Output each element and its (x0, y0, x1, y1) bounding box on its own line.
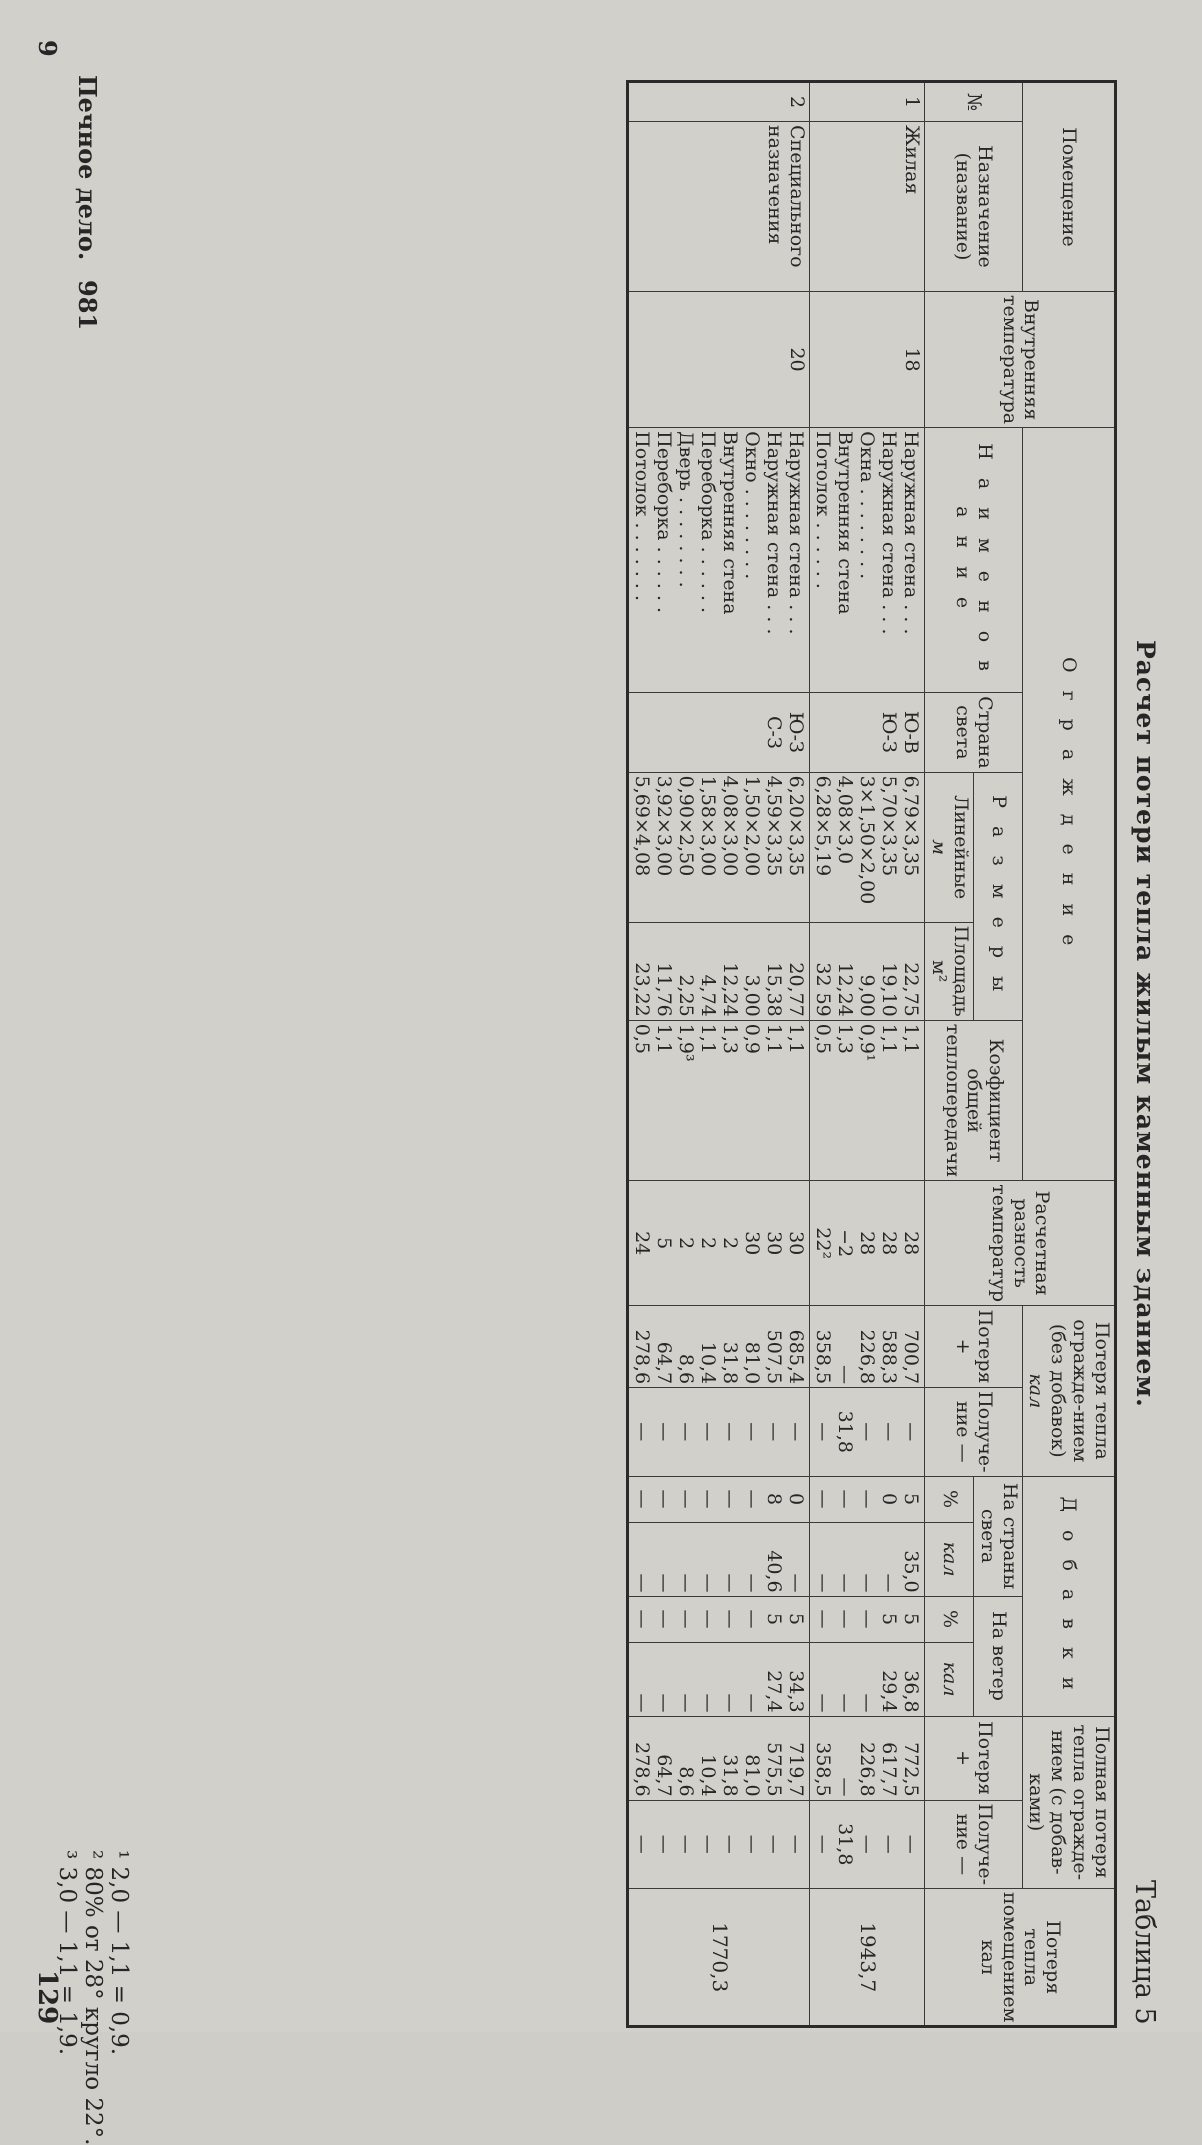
cell-line: — (900, 1834, 923, 1854)
cell-line: 12,24 (834, 962, 857, 1017)
cell-line: 1,3 (719, 1023, 742, 1054)
cell-line: Ю-В (900, 710, 923, 754)
cell-coef (628, 1020, 810, 1181)
cell-line: 64,7 (653, 1754, 676, 1797)
col-fence: О г р а ж д е н и е (1022, 428, 1115, 1181)
cell-line (834, 696, 856, 769)
cell-gain (810, 1388, 925, 1476)
cell-line: — (741, 1609, 764, 1629)
cell-line: 22,75 (900, 962, 923, 1017)
cell-line: 28 (900, 1231, 923, 1256)
cell-wind-pct (628, 1596, 810, 1642)
cell-line: 31,8 (834, 1823, 857, 1866)
cell-line: 1,1 (900, 1023, 923, 1054)
cell-line: 0 (785, 1493, 808, 1506)
cell-line: 358,5 (812, 1742, 835, 1797)
cell-line: — (631, 1834, 654, 1854)
cell-temp: 18 (810, 292, 925, 428)
cell-line: 2 (719, 1237, 742, 1250)
cell-line: 22² (812, 1227, 835, 1260)
cell-line: 28 (856, 1231, 879, 1256)
cell-line: Дверь . . . . . . . . (675, 431, 698, 588)
cell-line: 9,00 (856, 974, 879, 1017)
cell-line: 8,6 (675, 1353, 698, 1385)
cell-line: 81,0 (741, 1754, 764, 1797)
table-body (628, 82, 925, 2027)
cell-line: — (719, 1489, 742, 1509)
cell-line: — (697, 1573, 720, 1593)
col-purpose: Назначение (название) (925, 122, 1022, 292)
cell-line (697, 696, 719, 769)
cell-line: 6,20×3,35 (785, 775, 808, 877)
cell-line: Наружная стена . . . (900, 431, 923, 635)
cell-line: 1,50×2,00 (741, 775, 764, 877)
cell-line: — (856, 1609, 879, 1629)
cell-line: −2 (834, 1229, 857, 1258)
cell-or-kal (810, 1522, 925, 1596)
footnote-3: ³ 3,0 — 1,1 = 1,9. (54, 1850, 80, 2056)
page-mark: 9 (33, 40, 62, 57)
cell-line: 8,6 (675, 1766, 698, 1797)
cell-line: 1,58×3,00 (697, 775, 720, 877)
col-or-kal: кал (925, 1522, 974, 1596)
col-temp-diff: Расчетная разность температур (925, 1181, 1116, 1306)
cell-line: 772,5 (900, 1742, 923, 1797)
cell-line (631, 696, 653, 769)
footnote-1: ¹ 2,0 — 1,1 = 0,9. (106, 1850, 132, 2056)
cell-line: — (812, 1573, 835, 1593)
cell-line: 5 (900, 1613, 923, 1626)
cell-line: — (719, 1609, 742, 1629)
cell-line: 4,08×3,0 (834, 775, 857, 865)
col-gain-minus: Получе-ние — (925, 1388, 1022, 1476)
cell-line: — (653, 1834, 676, 1854)
cell-diff (628, 1181, 810, 1306)
cell-line: — (675, 1422, 698, 1442)
cell-or-kal (628, 1522, 810, 1596)
cell-loss (628, 1306, 810, 1388)
cell-line: 575,5 (763, 1742, 786, 1797)
col-linear-unit: м (928, 839, 951, 856)
cell-total: 1943,7 (810, 1889, 925, 2027)
cell-line: — (675, 1573, 698, 1593)
cell-line: 1,1 (653, 1023, 676, 1054)
col-wind-pct: % (925, 1596, 974, 1642)
cell-line: — (834, 1693, 857, 1713)
col-dimensions: Р а з м е р ы (973, 772, 1022, 1020)
cell-line: Переборка . . . . . . (697, 431, 720, 614)
cell-line (719, 696, 741, 769)
cell-num: 1 (810, 82, 925, 122)
col-full-gain-minus: Получе-ние — (925, 1800, 1022, 1888)
cell-line: 2 (697, 1237, 720, 1250)
cell-line: — (653, 1693, 676, 1713)
cell-line: — (785, 1573, 808, 1593)
cell-linear (628, 772, 810, 922)
cell-line: — (675, 1834, 698, 1854)
cell-line: 3,92×3,00 (653, 775, 676, 877)
cell-line: — (719, 1573, 742, 1593)
cell-line: — (697, 1693, 720, 1713)
cell-name: Специального назначения (628, 122, 810, 292)
cell-line: 0,9¹ (856, 1023, 879, 1062)
cell-line: 6,79×3,35 (900, 775, 923, 877)
cell-line (741, 696, 763, 769)
table-label: Таблица 5 (1129, 1880, 1160, 2025)
col-number: № (925, 82, 1022, 122)
col-wind-kal: кал (925, 1642, 974, 1716)
cell-line: 40,6 (763, 1550, 786, 1593)
cell-orient (810, 693, 925, 773)
cell-line: 5 (900, 1493, 923, 1506)
cell-line: — (741, 1573, 764, 1593)
cell-line: — (631, 1573, 654, 1593)
cell-line: 278,6 (631, 1329, 654, 1385)
running-head: Печное дело. (73, 75, 102, 261)
cell-linear (810, 772, 925, 922)
cell-line: — (856, 1693, 879, 1713)
cell-line: 5 (763, 1613, 786, 1626)
cell-full-gain (810, 1800, 925, 1888)
cell-line: — (675, 1609, 698, 1629)
col-loss-base-label: Потеря тепла огражде-нием (без добавок) (1047, 1319, 1113, 1463)
cell-line: Наружная стена . . . (878, 431, 901, 635)
col-loss-base-unit: кал (1025, 1373, 1048, 1409)
cell-line: 226,8 (856, 1329, 879, 1385)
cell-line: — (741, 1693, 764, 1713)
cell-line: 4,74 (697, 974, 720, 1017)
cell-line: — (763, 1834, 786, 1854)
cell-line: 1,3 (834, 1023, 857, 1054)
cell-line: 29,4 (878, 1670, 901, 1713)
cell-line: — (812, 1422, 835, 1442)
cell-line: 700,7 (900, 1329, 923, 1385)
col-room: Помещение (1022, 82, 1115, 292)
cell-line: — (741, 1489, 764, 1509)
cell-line: — (856, 1489, 879, 1509)
cell-line: Окно . . . . . . . . (741, 431, 764, 580)
cell-line (675, 696, 697, 769)
cell-line: 27,4 (763, 1670, 786, 1713)
col-or-pct: % (925, 1476, 974, 1522)
col-coef: Коэфициент общей теплопередачи (925, 1020, 1022, 1181)
cell-line: Потолок . . . . . . . (631, 431, 654, 602)
cell-line: 8 (763, 1493, 786, 1506)
col-linear-label: Линейные (949, 795, 972, 900)
cell-line: — (785, 1834, 808, 1854)
cell-line: 0,90×2,50 (675, 775, 698, 877)
col-full-loss: Полная потеря тепла огражде-нием (с добав-ками) (1022, 1716, 1115, 1888)
cell-line: — (697, 1609, 720, 1629)
col-loss-plus: Потеря + (925, 1306, 1022, 1388)
cell-line: — (856, 1422, 879, 1442)
cell-loss (810, 1306, 925, 1388)
cell-line: — (763, 1422, 786, 1442)
cell-line: 1,9³ (675, 1023, 698, 1062)
cell-line: С-З (763, 715, 786, 749)
col-loss-base (1022, 1306, 1115, 1476)
table-row (628, 82, 810, 2027)
cell-line: 5 (785, 1613, 808, 1626)
col-additions: Д о б а в к и (1022, 1476, 1115, 1716)
cell-line: — (812, 1834, 835, 1854)
cell-line: Внутренняя стена (834, 431, 857, 615)
cell-line (653, 696, 675, 769)
cell-line (812, 696, 834, 769)
cell-line: — (653, 1609, 676, 1629)
cell-line: — (631, 1422, 654, 1442)
cell-line: 4,59×3,35 (763, 775, 786, 877)
cell-line: 3×1,50×2,00 (856, 775, 879, 905)
cell-line: 5 (878, 1613, 901, 1626)
cell-line: 358,5 (812, 1329, 835, 1385)
cell-line: — (900, 1422, 923, 1442)
cell-total: 1770,3 (628, 1889, 810, 2027)
cell-diff (810, 1181, 925, 1306)
cell-line: — (697, 1422, 720, 1442)
cell-line: 31,8 (719, 1341, 742, 1385)
cell-full-loss (628, 1716, 810, 1800)
cell-area (810, 922, 925, 1020)
cell-line: 719,7 (785, 1742, 808, 1797)
cell-line: Ю-З (785, 711, 808, 753)
cell-line: Потолок . . . . . . (812, 431, 835, 589)
cell-line: — (741, 1422, 764, 1442)
cell-line: 31,8 (834, 1410, 857, 1453)
cell-line: 11,76 (653, 962, 676, 1017)
cell-line: Внутренняя стена (719, 431, 742, 615)
cell-line: — (675, 1489, 698, 1509)
cell-line: — (856, 1834, 879, 1854)
cell-wind-pct (810, 1596, 925, 1642)
cell-line: 35,0 (900, 1550, 923, 1593)
cell-line: 31,8 (719, 1754, 742, 1797)
cell-line: 1,1 (763, 1023, 786, 1054)
cell-line: 34,3 (785, 1670, 808, 1713)
heat-loss-table (626, 80, 1117, 2028)
cell-line: — (834, 1573, 857, 1593)
cell-line: 30 (763, 1231, 786, 1256)
cell-num: 2 (628, 82, 810, 122)
cell-line: — (812, 1609, 835, 1629)
cell-line: 36,8 (900, 1670, 923, 1713)
cell-line: — (741, 1834, 764, 1854)
cell-line: — (878, 1422, 901, 1442)
cell-line: — (631, 1489, 654, 1509)
cell-elements (810, 428, 925, 693)
cell-line: — (856, 1573, 879, 1593)
cell-line: — (878, 1573, 901, 1593)
cell-line: — (719, 1422, 742, 1442)
cell-or-pct (810, 1476, 925, 1522)
cell-line: 19,10 (878, 962, 901, 1017)
col-orientation: Страна света (925, 693, 1022, 773)
cell-line: 0,5 (631, 1023, 654, 1054)
cell-line: Переборка . . . . . . (653, 431, 676, 614)
cell-line: 5,70×3,35 (878, 775, 901, 877)
cell-line: 588,3 (878, 1329, 901, 1385)
cell-line: — (719, 1834, 742, 1854)
cell-line: 0,9 (741, 1023, 764, 1054)
cell-line: — (834, 1365, 857, 1385)
cell-line: — (834, 1777, 857, 1797)
cell-line: 1,1 (697, 1023, 720, 1054)
cell-line: 685,4 (785, 1329, 808, 1385)
cell-line: 2,25 (675, 974, 698, 1017)
cell-or-pct (628, 1476, 810, 1522)
cell-line: 15,38 (763, 962, 786, 1017)
cell-line: 32 59 (812, 962, 835, 1017)
cell-area (628, 922, 810, 1020)
cell-line: — (812, 1489, 835, 1509)
cell-gain (628, 1388, 810, 1476)
cell-line: 23,22 (631, 962, 654, 1017)
document-title: Расчет потери тепла жилым каменным зданием. (1131, 640, 1160, 1408)
cell-line: 28 (878, 1231, 901, 1256)
col-naming: Н а и м е н о в а н и е (925, 428, 1022, 693)
cell-line: 507,5 (763, 1329, 786, 1385)
cell-line: 64,7 (653, 1341, 676, 1385)
cell-line: — (834, 1609, 857, 1629)
col-room-loss: Потеря тепла помещением кал (925, 1889, 1116, 2027)
cell-line: 81,0 (741, 1341, 764, 1385)
cell-line: 5,69×4,08 (631, 775, 654, 877)
footnotes (54, 1850, 132, 2145)
cell-line: 10,4 (697, 1341, 720, 1385)
cell-line: — (812, 1693, 835, 1713)
cell-line: 30 (741, 1231, 764, 1256)
cell-line: — (631, 1693, 654, 1713)
table-row (810, 82, 925, 2027)
footnote-2: ² 80% от 28° кругло 22°. (80, 1850, 106, 2145)
col-full-loss-plus: Потеря + (925, 1716, 1022, 1800)
cell-full-loss (810, 1716, 925, 1800)
cell-line: 12,24 (719, 962, 742, 1017)
cell-line: 30 (785, 1231, 808, 1256)
cell-full-gain (628, 1800, 810, 1888)
cell-line: 0 (878, 1493, 901, 1506)
cell-wind-kal (810, 1642, 925, 1716)
cell-name: Жилая (810, 122, 925, 292)
page-number: 129 (32, 1970, 62, 2025)
cell-coef (810, 1020, 925, 1181)
cell-line: 20,77 (785, 962, 808, 1017)
cell-line (856, 696, 878, 769)
cell-line: — (653, 1489, 676, 1509)
cell-line: — (675, 1693, 698, 1713)
cell-orient (628, 693, 810, 773)
cell-wind-kal (628, 1642, 810, 1716)
cell-line: 5 (653, 1237, 676, 1250)
cell-line: — (785, 1422, 808, 1442)
running-number: 981 (73, 280, 102, 331)
col-add-wind: На ветер (973, 1596, 1022, 1716)
cell-line: 1,1 (878, 1023, 901, 1054)
cell-temp: 20 (628, 292, 810, 428)
cell-line: 617,7 (878, 1742, 901, 1797)
cell-line: 24 (631, 1231, 654, 1256)
col-linear (925, 772, 974, 922)
cell-line: 4,08×3,00 (719, 775, 742, 877)
cell-line: — (878, 1834, 901, 1854)
cell-line: Наружная стена . . . (785, 431, 808, 635)
cell-line: — (697, 1834, 720, 1854)
cell-line: — (653, 1573, 676, 1593)
cell-line: Ю-З (878, 711, 901, 753)
cell-line: 2 (675, 1237, 698, 1250)
cell-elements (628, 428, 810, 693)
col-inner-temp: Внутренняя температура (925, 292, 1116, 428)
cell-line: — (653, 1422, 676, 1442)
cell-line: — (834, 1489, 857, 1509)
cell-line: 0,5 (812, 1023, 835, 1054)
cell-line: 6,28×5,19 (812, 775, 835, 877)
cell-line: 278,6 (631, 1742, 654, 1797)
cell-line: — (719, 1693, 742, 1713)
cell-line: 10,4 (697, 1754, 720, 1797)
cell-line: 3,00 (741, 974, 764, 1017)
cell-line: Окна . . . . . . . . (856, 431, 879, 580)
cell-line: 1,1 (785, 1023, 808, 1054)
cell-line: — (631, 1609, 654, 1629)
cell-line: 226,8 (856, 1742, 879, 1797)
col-area: Площадь м² (925, 922, 974, 1020)
cell-line: Наружная стена . . . (763, 431, 786, 635)
col-add-orient: На страны света (973, 1476, 1022, 1596)
cell-line: — (697, 1489, 720, 1509)
